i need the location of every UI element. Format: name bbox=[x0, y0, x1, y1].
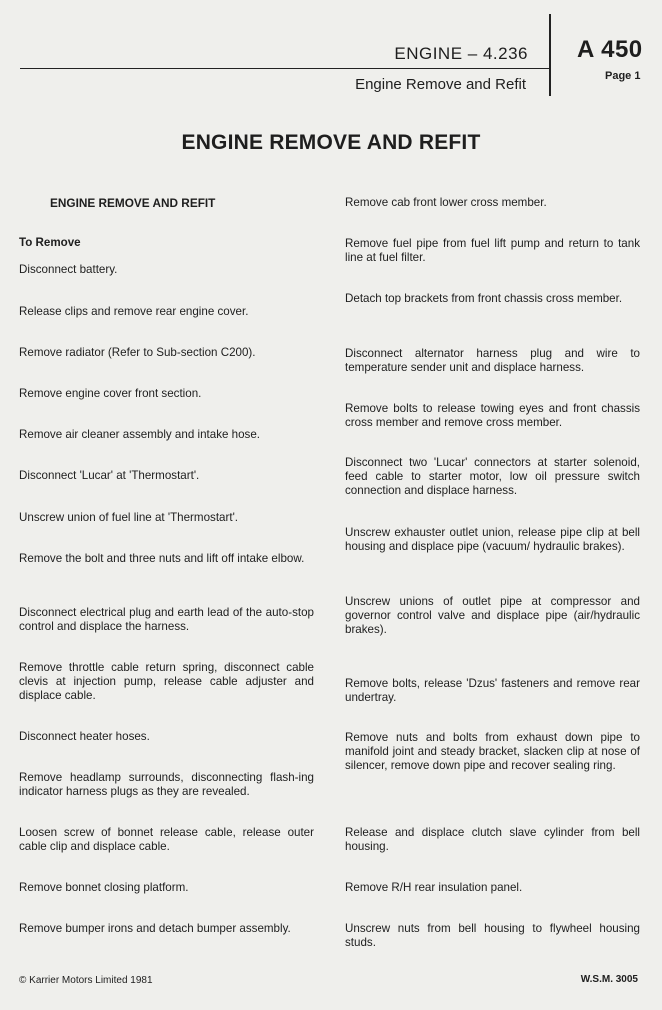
step: Unscrew nuts from bell housing to flywheel housing studs. bbox=[345, 922, 640, 949]
step: Disconnect battery. bbox=[19, 263, 118, 276]
step: Disconnect alternator harness plug and wire to temperature sender unit and displace harness. bbox=[345, 347, 640, 374]
header-divider bbox=[549, 14, 551, 96]
step: Remove throttle cable return spring, disconnect cable clevis at injection pump, release cable adjuster and displace cable. bbox=[19, 661, 314, 702]
step: Remove headlamp surrounds, disconnecting flash-ing indicator harness plugs as they are revealed. bbox=[19, 771, 314, 798]
step: Remove air cleaner assembly and intake hose. bbox=[19, 428, 261, 441]
step: Unscrew exhauster outlet union, release pipe clip at bell housing and displace pipe (vacuum/ hydraulic brakes). bbox=[345, 526, 640, 553]
step: Disconnect heater hoses. bbox=[19, 730, 150, 743]
step: Remove fuel pipe from fuel lift pump and return to tank line at fuel filter. bbox=[345, 237, 640, 264]
step: Disconnect 'Lucar' at 'Thermostart'. bbox=[19, 469, 200, 482]
step: Remove bonnet closing platform. bbox=[19, 881, 189, 894]
section-subtitle: Engine Remove and Refit bbox=[355, 76, 526, 93]
copyright-notice: © Karrier Motors Limited 1981 bbox=[19, 975, 153, 986]
step: Remove R/H rear insulation panel. bbox=[345, 881, 523, 894]
step: Remove bolts to release towing eyes and front chassis cross member and remove cross member. bbox=[345, 402, 640, 429]
step: Disconnect electrical plug and earth lead of the auto-stop control and displace the harness. bbox=[19, 606, 314, 633]
page-title: ENGINE REMOVE AND REFIT bbox=[181, 131, 481, 154]
document-code: A 450 bbox=[577, 36, 643, 63]
step: Remove radiator (Refer to Sub-section C200). bbox=[19, 346, 256, 359]
subheading: To Remove bbox=[19, 236, 81, 249]
step: Disconnect two 'Lucar' connectors at starter solenoid, feed cable to starter motor, low oil pressure switch connection and displace harness. bbox=[345, 456, 640, 497]
step: Unscrew union of fuel line at 'Thermostart'. bbox=[19, 511, 239, 524]
header-rule bbox=[20, 68, 550, 69]
step: Loosen screw of bonnet release cable, release outer cable clip and displace cable. bbox=[19, 826, 314, 853]
step: Detach top brackets from front chassis cross member. bbox=[345, 292, 623, 305]
section-title: ENGINE – 4.236 bbox=[394, 44, 528, 63]
step: Remove nuts and bolts from exhaust down pipe to manifold joint and steady bracket, slacken clip at nose of silencer, remove down pipe and recover sealing ring. bbox=[345, 731, 640, 772]
step: Release clips and remove rear engine cover. bbox=[19, 305, 249, 318]
step: Remove engine cover front section. bbox=[19, 387, 202, 400]
step: Remove the bolt and three nuts and lift off intake elbow. bbox=[19, 552, 305, 565]
step: Remove bolts, release 'Dzus' fasteners and remove rear undertray. bbox=[345, 677, 640, 704]
step: Remove cab front lower cross member. bbox=[345, 196, 547, 209]
step: Unscrew unions of outlet pipe at compressor and governor control valve and displace pipe (air/hydraulic brakes). bbox=[345, 595, 640, 636]
manual-reference: W.S.M. 3005 bbox=[580, 974, 638, 985]
step: Remove bumper irons and detach bumper assembly. bbox=[19, 922, 291, 935]
column-heading: ENGINE REMOVE AND REFIT bbox=[50, 196, 216, 210]
page-number: Page 1 bbox=[605, 70, 641, 82]
step: Release and displace clutch slave cylinder from bell housing. bbox=[345, 826, 640, 853]
